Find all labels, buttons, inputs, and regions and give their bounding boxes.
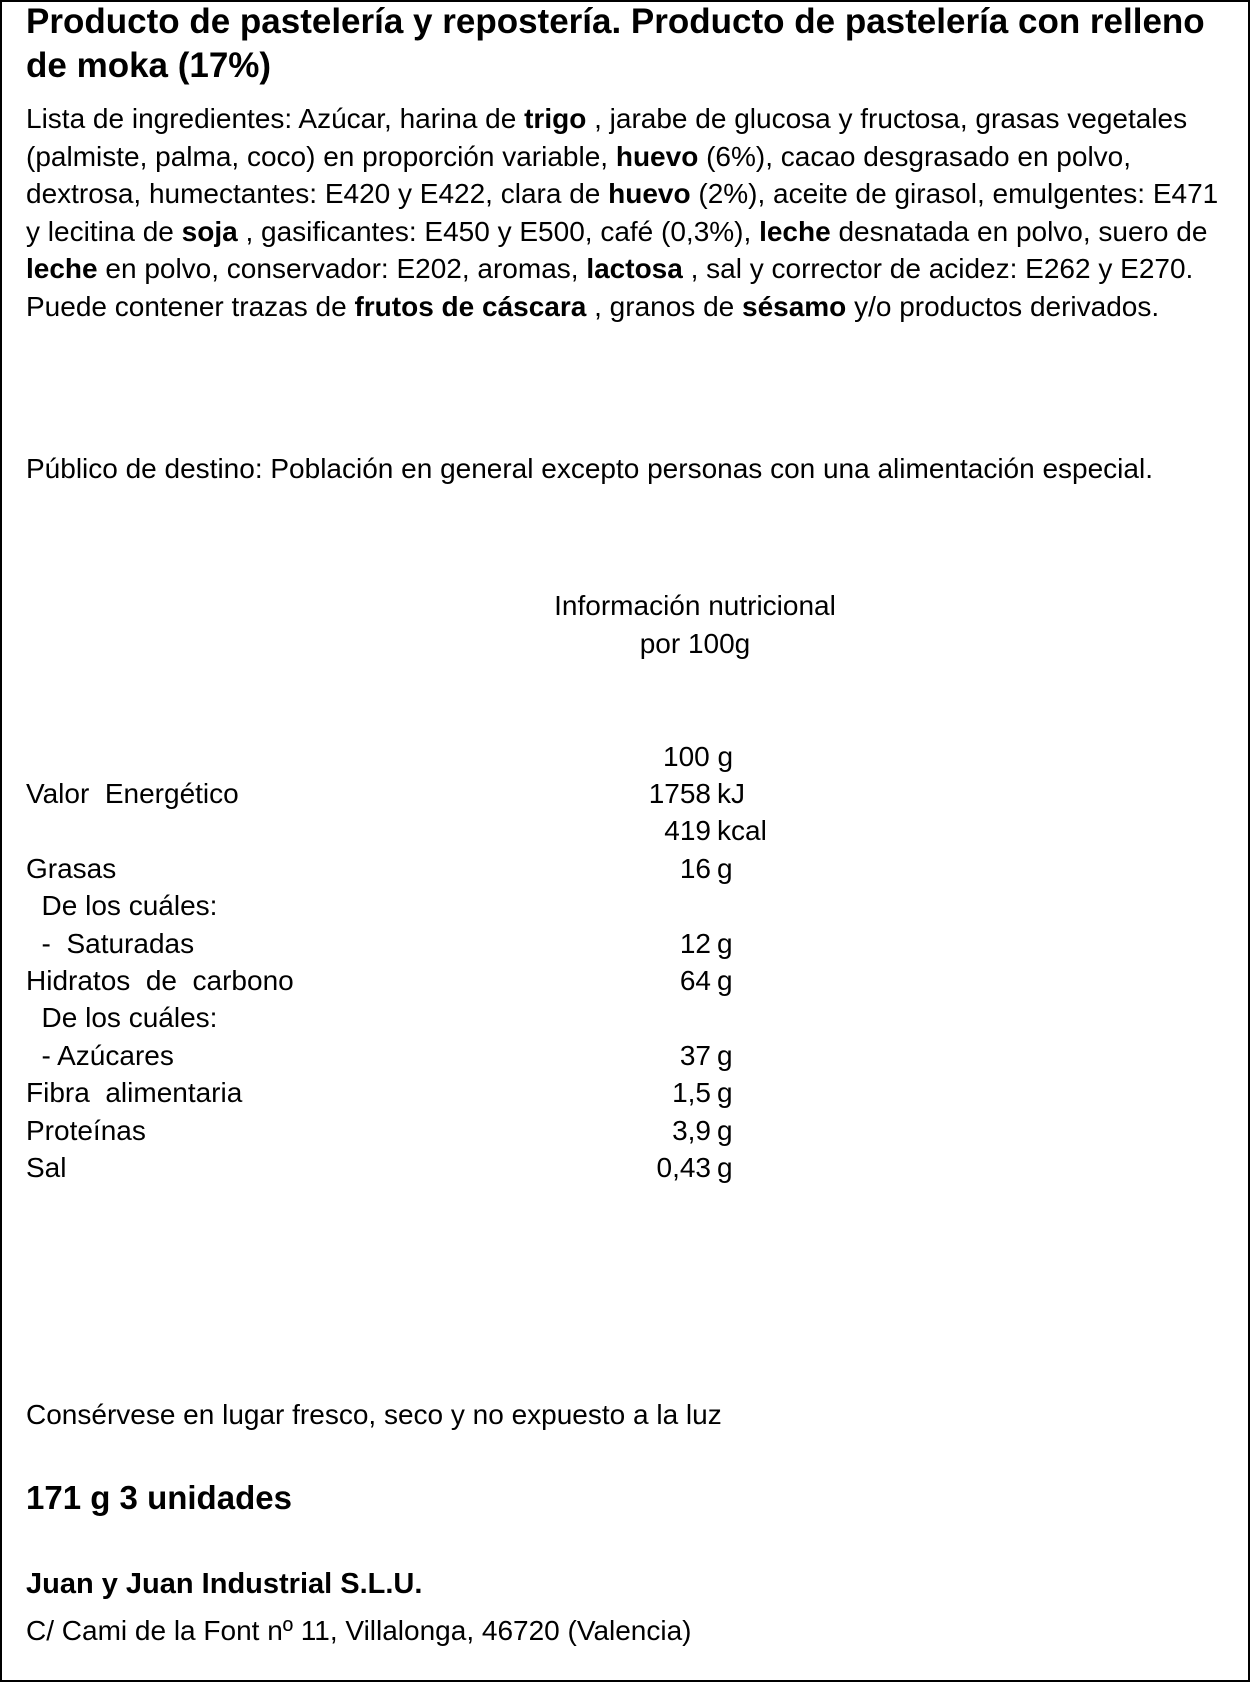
nutrition-subheading: por 100g [639, 628, 751, 659]
ingredients-text: (2%), aceite de girasol, emulgentes: E471 y lecitina de [26, 178, 1219, 247]
nutrition-unit: g [717, 1077, 733, 1108]
nutrition-value: 1,5 [672, 1077, 711, 1108]
nutrition-label: Fibra alimentaria [26, 1077, 243, 1108]
company-address: C/ Cami de la Font nº 11, Villalonga, 46720 (Valencia) [26, 1615, 692, 1646]
nutrition-value: 3,9 [672, 1115, 711, 1146]
nutrition-unit: g [717, 1152, 733, 1183]
product-title: Producto de pastelería y repostería. Producto de pastelería con relleno de moka (17%) [26, 2, 1205, 85]
nutrition-value: 419 [664, 815, 711, 846]
nutrition-value: 12 [679, 928, 711, 959]
storage-conditions: Consérvese en lugar fresco, seco y no expuesto a la luz [26, 1399, 722, 1430]
nutrition-label: Proteínas [26, 1115, 146, 1146]
ingredients-text: , granos de [586, 290, 742, 322]
ingredients-list [26, 100, 1231, 325]
nutrition-unit: kcal [717, 815, 767, 846]
nutrition-label: - Azúcares [26, 1040, 174, 1071]
ingredients-text: , gasificantes: E450 y E500, café (0,3%), [237, 215, 760, 247]
allergen: sésamo [742, 290, 847, 322]
nutrition-unit: g [717, 965, 733, 996]
nutrition-heading: Información nutricional [554, 590, 836, 621]
ingredients-text: (6%), cacao desgrasado en polvo, dextrosa, humectantes: E420 y E422, clara de [26, 140, 1132, 209]
net-quantity: 171 g 3 unidades [26, 1479, 292, 1516]
nutrition-label: Hidratos de carbono [26, 965, 294, 996]
allergen: soja [181, 215, 238, 247]
nutrition-unit: g [717, 1040, 733, 1071]
allergen: lactosa [586, 253, 683, 284]
ingredients-text: desnatada en polvo, suero de [830, 215, 1208, 247]
ingredients-text: en polvo, conservador: E202, aromas, [97, 253, 587, 284]
nutrition-value: 16 [679, 853, 711, 884]
nutrition-unit: g [717, 928, 733, 959]
ingredients-text: , sal y corrector de acidez: E262 y E270. Puede contener trazas de [26, 253, 1194, 322]
allergen: leche [26, 253, 98, 284]
nutrition-label: De los cuáles: [26, 1002, 218, 1033]
allergen: frutos de cáscara [354, 290, 587, 322]
nutrition-label: Sal [26, 1152, 67, 1183]
nutrition-value: 64 [679, 965, 711, 996]
allergen: huevo [615, 140, 699, 172]
nutrition-unit: g [717, 853, 733, 884]
nutrition-unit: kJ [717, 778, 745, 809]
allergen: huevo [608, 178, 691, 209]
nutrition-value: 0,43 [656, 1152, 711, 1183]
nutrition-label: - Saturadas [26, 928, 195, 959]
nutrition-value: 37 [679, 1040, 711, 1071]
nutrition-label: Valor Energético [26, 778, 239, 809]
nutrition-column-header: 100 g [663, 741, 734, 772]
nutrition-label: Grasas [26, 853, 117, 884]
nutrition-value: 1758 [648, 778, 711, 809]
nutrition-unit: g [717, 1115, 733, 1146]
nutrition-label: De los cuáles: [26, 890, 218, 921]
ingredients-text: y/o productos derivados. [846, 290, 1160, 322]
company-name: Juan y Juan Industrial S.L.U. [26, 1568, 423, 1600]
ingredients-text: Lista de ingredientes: Azúcar, harina de [26, 103, 525, 134]
target-public: Público de destino: Población en general excepto personas con una alimentación especial. [26, 453, 1153, 484]
allergen: trigo [524, 103, 587, 134]
allergen: leche [759, 215, 831, 247]
ingredients-text: , jarabe de glucosa y fructosa, grasas vegetales (palmiste, palma, coco) en proporción variable, [26, 103, 1188, 172]
